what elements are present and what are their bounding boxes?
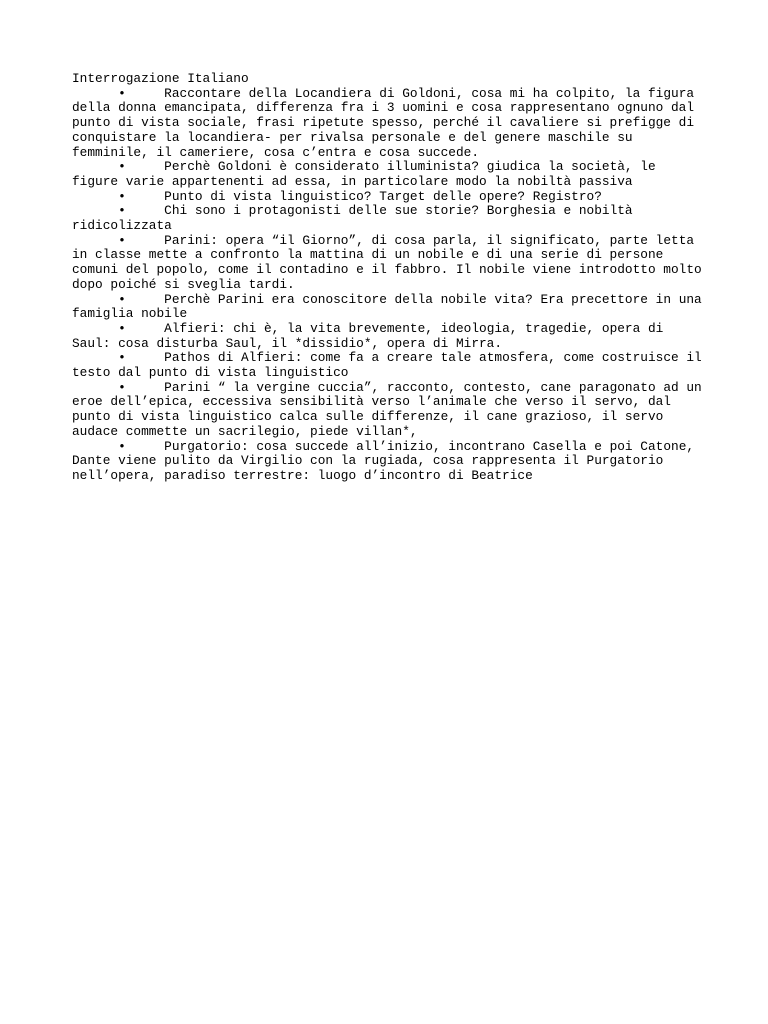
list-item-text: Raccontare della Locandiera di Goldoni, cosa mi ha colpito, la figura della donna emancipata, differenza fra i 3 uomini e cosa rappresentano ognuno dal punto di vista sociale, frasi ripetute spesso, perché il cavaliere si prefigge di conquistare la locandiera- per rivalsa personale e del genere maschile su femminile, il cameriere, cosa c’entra e cosa succede. bbox=[72, 85, 702, 160]
bullet-icon: • bbox=[118, 320, 126, 336]
bullet-icon: • bbox=[118, 159, 126, 175]
bullet-icon: • bbox=[118, 85, 126, 101]
bullet-icon: • bbox=[118, 438, 126, 454]
list-item bbox=[72, 291, 710, 322]
list-item-text: Purgatorio: cosa succede all’inizio, incontrano Casella e poi Catone, Dante viene pulito da Virgilio con la rugiada, cosa rappresenta il Purgatorio nell’opera, paradiso terrestre: luogo d’incontro di Beatrice bbox=[72, 438, 702, 483]
list-item-text: Alfieri: chi è, la vita brevemente, ideologia, tragedie, opera di Saul: cosa disturba Saul, il *dissidio*, opera di Mirra. bbox=[72, 320, 672, 351]
list-item bbox=[72, 232, 710, 293]
bullet-icon: • bbox=[118, 291, 126, 307]
document-body bbox=[72, 71, 710, 484]
list-item bbox=[72, 322, 702, 351]
list-item-text: Pathos di Alfieri: come fa a creare tale atmosfera, come costruisce il testo dal punto di vista linguistico bbox=[72, 350, 710, 381]
list-item bbox=[72, 379, 710, 440]
list-item bbox=[72, 190, 702, 205]
bullet-icon: • bbox=[118, 203, 126, 219]
list-item-text: Punto di vista linguistico? Target delle opere? Registro? bbox=[164, 188, 602, 204]
list-item-text: Parini: opera “il Giorno”, di cosa parla, il significato, parte letta in classe mette a confronto la mattina di un nobile e di una serie di persone comuni del popolo, come il contadino e il fabbro. Il nobile viene introdotto molto dopo poiché si sveglia tardi. bbox=[72, 232, 710, 292]
list-item bbox=[72, 160, 702, 189]
list-item bbox=[72, 87, 702, 161]
list-item-text: Perchè Parini era conoscitore della nobile vita? Era precettore in una famiglia nobile bbox=[72, 291, 710, 322]
bullet-icon: • bbox=[118, 379, 126, 395]
list-item-text: Perchè Goldoni è considerato illuminista? giudica la società, le figure varie appartenenti ad essa, in particolare modo la nobiltà passiva bbox=[72, 159, 664, 189]
list-item-text: Parini “ la vergine cuccia”, racconto, contesto, cane paragonato ad un eroe dell’epica, eccessiva sensibilità verso l’animale che verso il servo, dal punto di vista linguistico calca sulle differenze, il cane grazioso, il servo audace commette un sacrilegio, piede villan*, bbox=[72, 379, 710, 439]
list-item-text: Chi sono i protagonisti delle sue storie? Borghesia e nobiltà ridicolizzata bbox=[72, 203, 641, 234]
bullet-icon: • bbox=[118, 350, 126, 366]
bullet-icon: • bbox=[118, 188, 126, 204]
bullet-icon: • bbox=[118, 232, 126, 248]
document-title: Interrogazione Italiano bbox=[72, 71, 249, 86]
list-item bbox=[72, 440, 702, 484]
list-item bbox=[72, 350, 710, 381]
list-item bbox=[72, 204, 702, 233]
